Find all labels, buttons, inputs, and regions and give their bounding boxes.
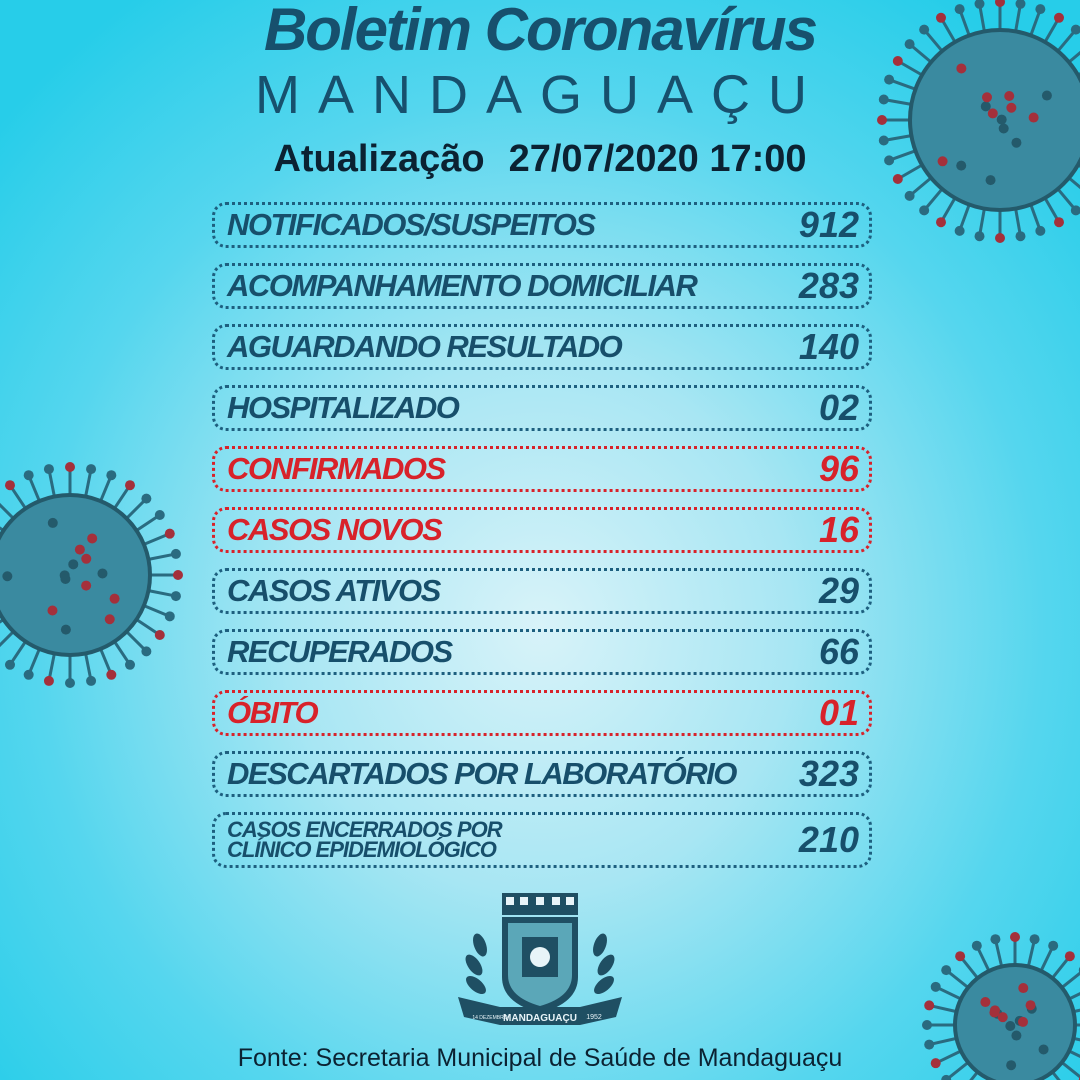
row-recuperados bbox=[212, 629, 872, 675]
row-label-line2: CLÍNICO EPIDEMIOLÓGICO bbox=[227, 837, 496, 862]
row-casos-ativos bbox=[212, 568, 872, 614]
source-footer: Fonte: Secretaria Municipal de Saúde de Mandaguaçu bbox=[237, 1044, 843, 1072]
crest-year-text: 1952 bbox=[586, 1014, 602, 1021]
coat-of-arms-icon bbox=[450, 885, 630, 1035]
row-value: 02 bbox=[818, 387, 859, 428]
update-timestamp bbox=[0, 140, 1080, 178]
row-label: DESCARTADOS POR LABORATÓRIO bbox=[227, 756, 736, 791]
row-label: NOTIFICADOS/SUSPEITOS bbox=[227, 207, 595, 242]
update-label: Atualização bbox=[273, 138, 485, 180]
row-label: AGUARDANDO RESULTADO bbox=[227, 329, 622, 364]
row-label: CASOS NOVOS bbox=[227, 512, 442, 547]
row-label: CASOS ATIVOS bbox=[227, 573, 440, 608]
row-value: 210 bbox=[798, 819, 859, 860]
row-value: 140 bbox=[798, 326, 859, 367]
row-label: ÓBITO bbox=[227, 695, 318, 730]
row-acompanhamento bbox=[212, 263, 872, 309]
page-title: Boletim Coronavírus bbox=[263, 0, 817, 63]
row-notificados bbox=[212, 202, 872, 248]
city-name: MANDAGUAÇU bbox=[254, 65, 826, 125]
row-obito bbox=[212, 690, 872, 736]
row-value: 323 bbox=[798, 753, 859, 794]
row-value: 283 bbox=[798, 265, 859, 306]
row-label: CONFIRMADOS bbox=[227, 451, 445, 486]
row-value: 96 bbox=[818, 448, 859, 489]
row-confirmados bbox=[212, 446, 872, 492]
row-aguardando bbox=[212, 324, 872, 370]
update-date: 27/07/2020 17:00 bbox=[508, 138, 807, 180]
row-label bbox=[227, 817, 502, 862]
row-encerrados bbox=[212, 812, 872, 868]
row-label: RECUPERADOS bbox=[227, 634, 452, 669]
row-value: 01 bbox=[818, 692, 859, 733]
row-casos-novos bbox=[212, 507, 872, 553]
crest-date-text: 14 DEZEMBRO bbox=[472, 1015, 508, 1021]
row-descartados bbox=[212, 751, 872, 797]
crest-ribbon-text: MANDAGUAÇU bbox=[503, 1013, 577, 1024]
row-value: 912 bbox=[798, 204, 859, 245]
row-label: HOSPITALIZADO bbox=[227, 390, 459, 425]
row-label: ACOMPANHAMENTO DOMICILIAR bbox=[227, 268, 697, 303]
row-value: 29 bbox=[818, 570, 859, 611]
row-hospitalizado bbox=[212, 385, 872, 431]
row-value: 66 bbox=[818, 631, 859, 672]
bulletin-table bbox=[212, 202, 872, 868]
row-value: 16 bbox=[818, 509, 859, 550]
row-label-line1: CASOS ENCERRADOS POR bbox=[227, 817, 502, 842]
